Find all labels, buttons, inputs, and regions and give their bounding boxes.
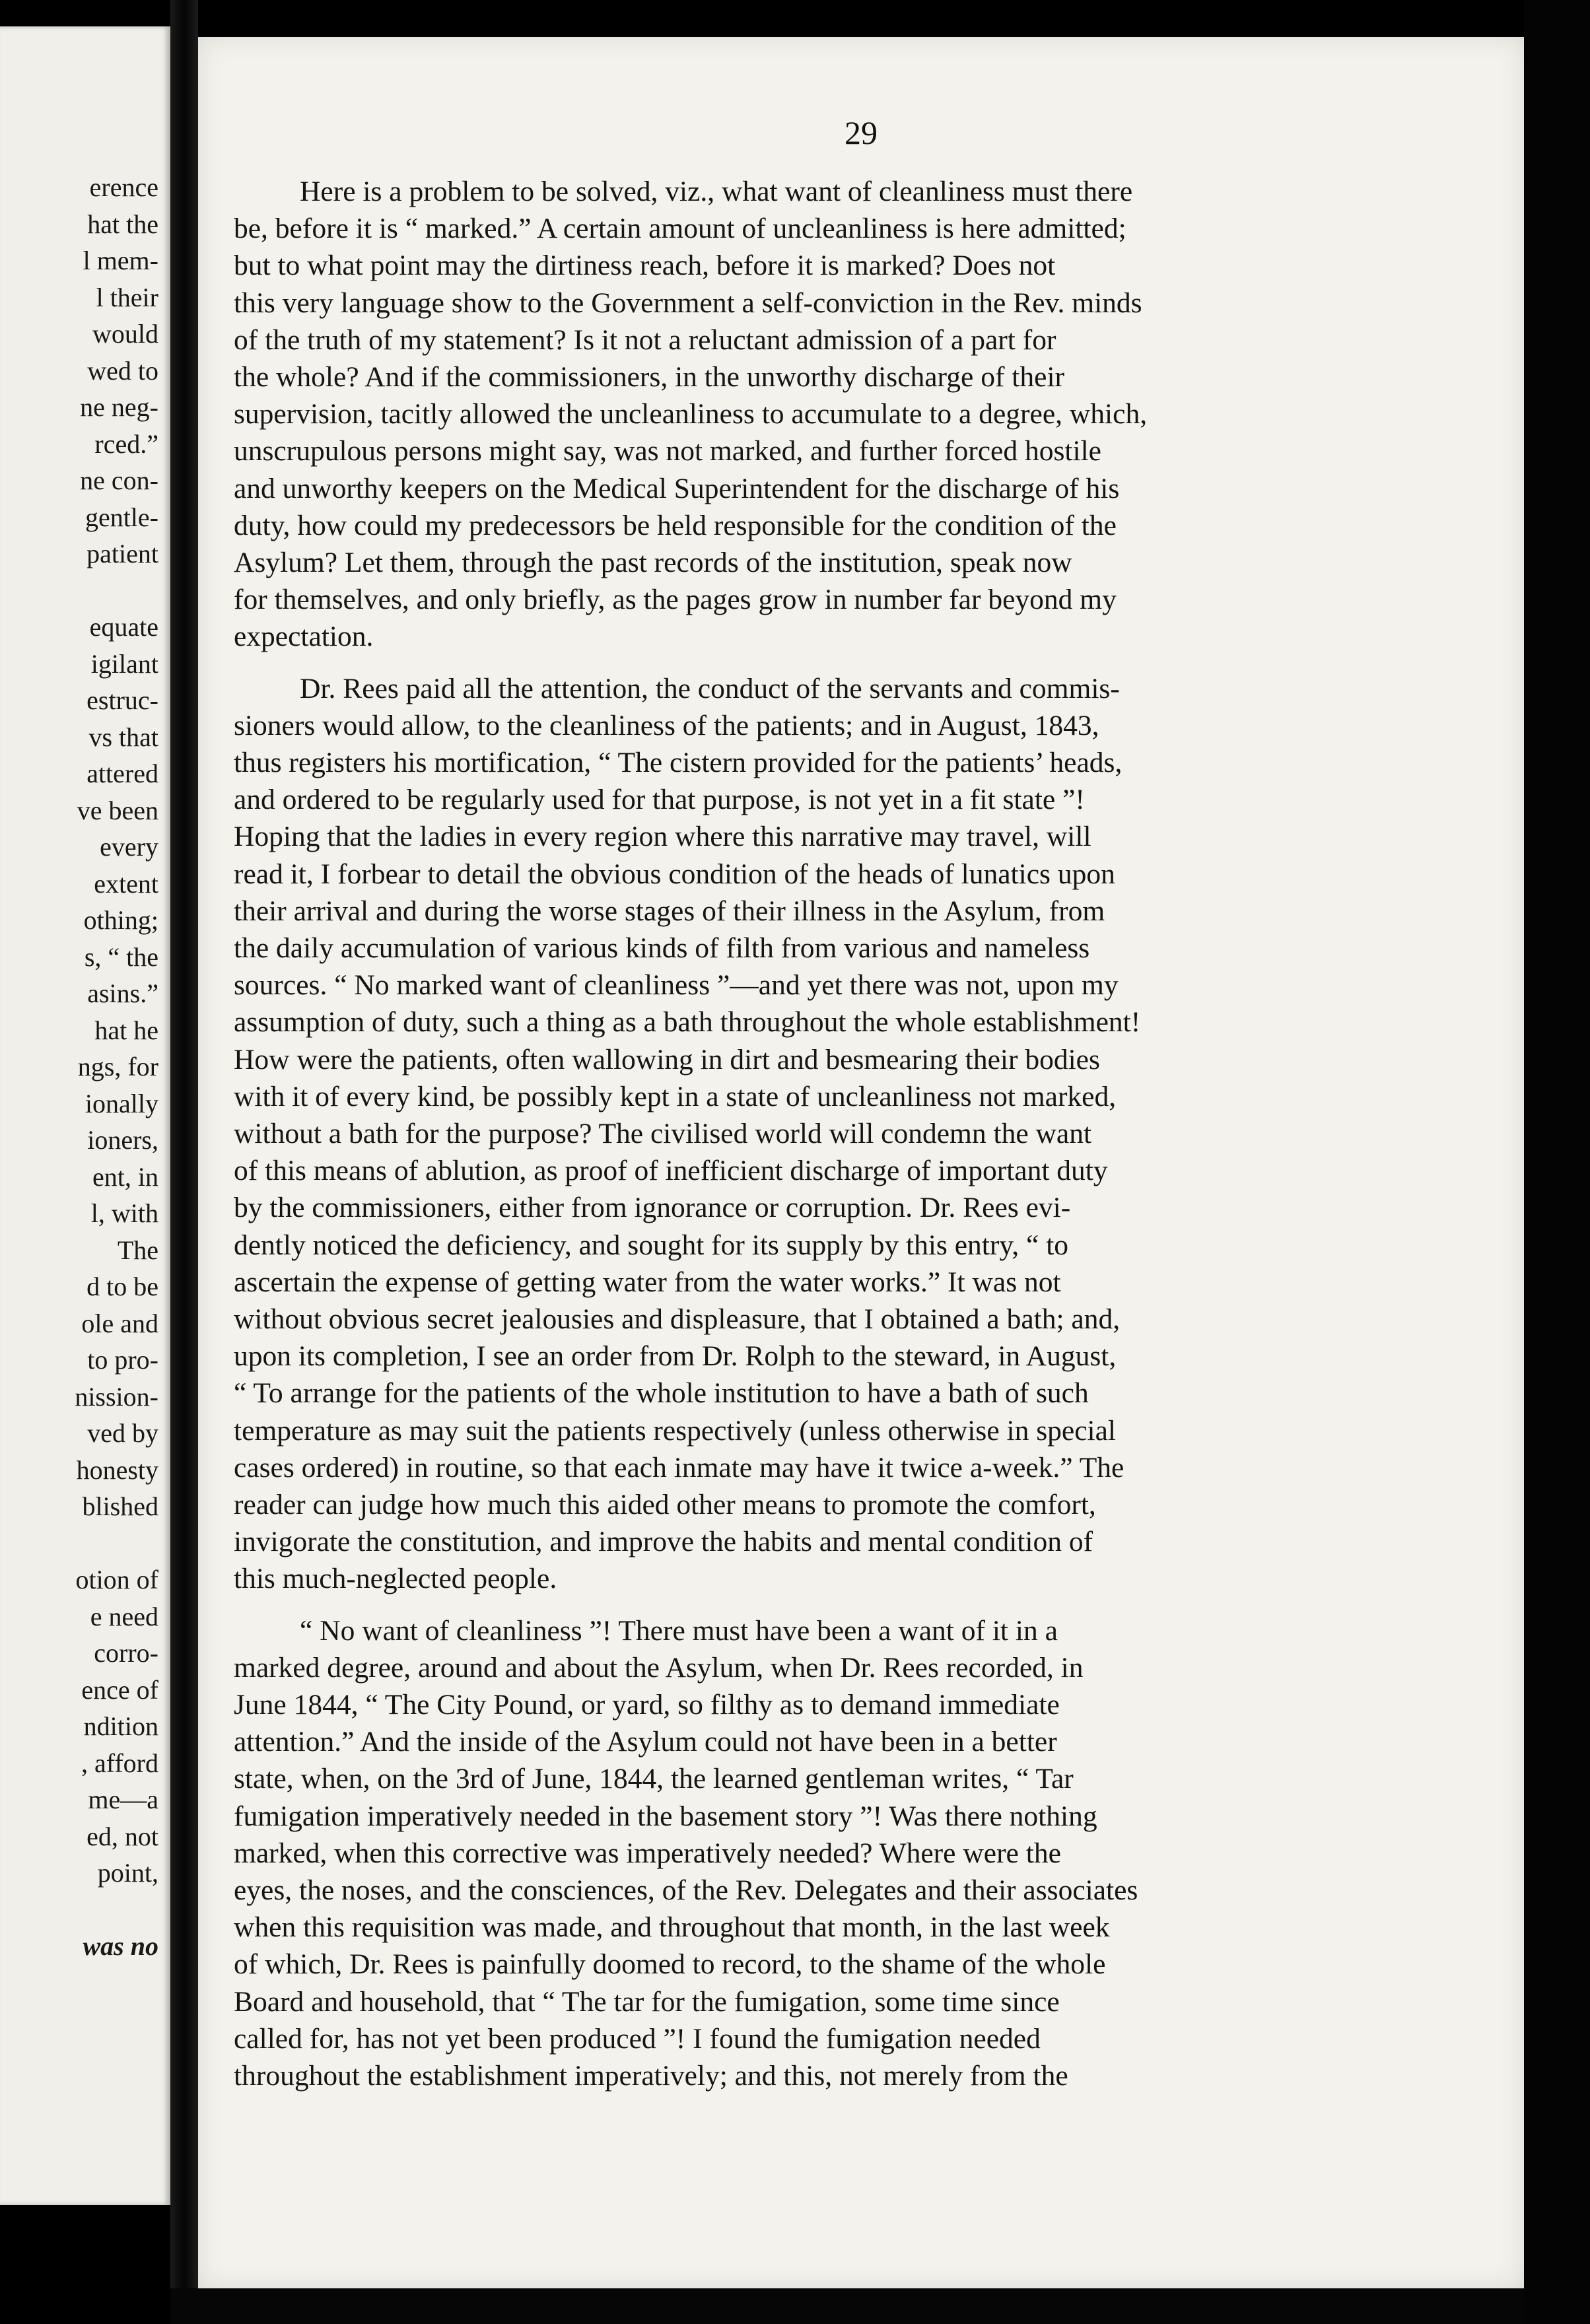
text-line: “ To arrange for the patients of the whole institution to have a bath of such [234, 1377, 1089, 1410]
text-line: Dr. Rees paid all the attention, the conduct of the servants and commis- [300, 672, 1120, 704]
previous-page-line: ence of [81, 1674, 158, 1705]
text-line: eyes, the noses, and the consciences, of the Rev. Delegates and their associates [234, 1874, 1138, 1906]
previous-page-line: hat he [94, 1015, 158, 1045]
text-line: of this means of ablution, as proof of inefficient discharge of important duty [234, 1155, 1108, 1187]
text-line: marked, when this corrective was imperatively needed? Where were the [234, 1837, 1061, 1869]
text-line: Board and household, that “ The tar for the fumigation, some time since [234, 1985, 1060, 2018]
text-line: invigorate the constitution, and improve the habits and mental condition of [234, 1526, 1093, 1558]
text-line: with it of every kind, be possibly kept in a state of uncleanliness not marked, [234, 1080, 1117, 1112]
text-line: and unworthy keepers on the Medical Superintendent for the discharge of his [234, 472, 1120, 504]
text-line: Asylum? Let them, through the past records of the institution, speak now [234, 547, 1072, 578]
previous-page-line: corro- [94, 1638, 158, 1668]
text-line: Hoping that the ladies in every region where this narrative may travel, will [234, 821, 1091, 853]
text-line: their arrival and during the worse stages of their illness in the Asylum, from [234, 895, 1105, 927]
text-line: and ordered to be regularly used for that purpose, is not yet in a fit state ”! [234, 784, 1085, 816]
previous-page-line: l, with [90, 1198, 158, 1228]
previous-page-line: would [92, 319, 158, 349]
text-line: sources. “ No marked want of cleanliness ”—and yet there was not, upon my [234, 969, 1119, 1002]
previous-page-line: ne neg- [80, 392, 158, 422]
previous-page-line: ved by [87, 1418, 158, 1448]
previous-page-line: to pro- [87, 1345, 158, 1375]
text-line: cases ordered) in routine, so that each inmate may have it twice a-week.” The [234, 1451, 1124, 1484]
previous-page-line: l their [96, 282, 158, 312]
text-line: thus registers his mortification, “ The cistern provided for the patients’ heads, [234, 747, 1123, 778]
previous-page-line: honesty [76, 1454, 158, 1485]
text-line: the daily accumulation of various kinds of filth from various and nameless [234, 932, 1090, 964]
text-line: attention.” And the inside of the Asylum could not have been in a better [234, 1726, 1057, 1758]
text-line: called for, has not yet been produced ”! I found the fumigation needed [234, 2022, 1041, 2055]
text-line: state, when, on the 3rd of June, 1844, the learned gentleman writes, “ Tar [234, 1763, 1074, 1795]
previous-page-line: ngs, for [77, 1052, 158, 1081]
right-margin-edge [1524, 0, 1590, 2324]
text-line: for themselves, and only briefly, as the pages grow in number far beyond my [234, 584, 1117, 616]
page-number: 29 [845, 114, 878, 151]
previous-page-line: blished [82, 1491, 158, 1521]
text-line: reader can judge how much this aided other means to promote the comfort, [234, 1489, 1096, 1521]
text-line: fumigation imperatively needed in the basement story ”! Was there nothing [234, 1800, 1097, 1832]
previous-page-line: ve been [77, 795, 158, 825]
text-line: the whole? And if the commissioners, in the unworthy discharge of their [234, 361, 1065, 393]
text-line: temperature as may suit the patients respectively (unless otherwise in special [234, 1414, 1116, 1447]
previous-page-line: igilant [90, 648, 158, 679]
previous-page-line: hat the [87, 209, 158, 239]
text-line: of the truth of my statement? Is it not a reluctant admission of a part for [234, 324, 1056, 356]
text-line: throughout the establishment imperatively; and this, not merely from the [234, 2060, 1068, 2092]
previous-page-line: otion of [75, 1565, 158, 1594]
previous-page-line: ionally [85, 1088, 158, 1118]
text-line: of which, Dr. Rees is painfully doomed to record, to the shame of the whole [234, 1948, 1106, 1981]
text-line: this very language show to the Government a self-conviction in the Rev. minds [234, 287, 1142, 319]
text-line: upon its completion, I see an order from Dr. Rolph to the steward, in August, [234, 1340, 1117, 1373]
previous-page-line: ed, not [86, 1821, 158, 1851]
text-line: expectation. [234, 621, 374, 653]
previous-page-line: nission- [75, 1381, 158, 1412]
text-line: this much-neglected people. [234, 1563, 557, 1595]
text-line: without obvious secret jealousies and displeasure, that I obtained a bath; and, [234, 1303, 1121, 1335]
previous-page-line: d to be [86, 1272, 158, 1301]
text-line: Here is a problem to be solved, viz., what want of cleanliness must there [300, 176, 1133, 207]
previous-page-line: wed to [87, 355, 158, 386]
previous-page-line: gentle- [85, 502, 158, 532]
text-line: but to what point may the dirtiness reach, before it is marked? Does not [234, 250, 1056, 282]
previous-page-line: The [117, 1235, 158, 1265]
previous-page-line: attered [86, 759, 158, 788]
text-line: sioners would allow, to the cleanliness of the patients; and in August, 1843, [234, 709, 1099, 741]
previous-page-line: asins.” [87, 978, 158, 1008]
text-line: without a bath for the purpose? The civilised world will condemn the want [234, 1118, 1092, 1149]
text-line: ascertain the expense of getting water from the water works.” It was not [234, 1266, 1061, 1298]
text-line: How were the patients, often wallowing in dirt and besmearing their bodies [234, 1043, 1100, 1076]
text-line: assumption of duty, such a thing as a bath throughout the whole establishment! [234, 1006, 1141, 1039]
text-line: duty, how could my predecessors be held responsible for the condition of the [234, 509, 1117, 541]
text-line: when this requisition was made, and throughout that month, in the last week [234, 1911, 1110, 1944]
previous-page-line: , afford [81, 1748, 158, 1778]
previous-page-line: erence [89, 172, 158, 202]
previous-page-line: patient [86, 539, 158, 568]
previous-page-edge [0, 26, 170, 2205]
previous-page-line: ioners, [87, 1125, 158, 1155]
previous-page-line: ent, in [92, 1161, 158, 1192]
book-gutter [170, 0, 198, 2324]
previous-page-line: e need [90, 1601, 158, 1631]
previous-page-line: equate [89, 612, 158, 642]
page [198, 37, 1524, 2288]
text-line: unscrupulous persons might say, was not marked, and further forced hostile [234, 435, 1101, 467]
previous-page-line: ne con- [80, 465, 158, 495]
previous-page-line: was no [83, 1931, 158, 1961]
text-line: read it, I forbear to detail the obvious condition of the heads of lunatics upon [234, 858, 1115, 890]
previous-page-line: me—a [88, 1785, 158, 1814]
text-line: marked degree, around and about the Asylum, when Dr. Rees recorded, in [234, 1651, 1084, 1684]
text-line: be, before it is “ marked.” A certain amount of uncleanliness is here admitted; [234, 213, 1126, 245]
text-line: “ No want of cleanliness ”! There must have been a want of it in a [300, 1614, 1058, 1647]
previous-page-line: extent [94, 868, 158, 899]
previous-page-line: l mem- [83, 246, 158, 275]
text-line: June 1844, “ The City Pound, or yard, so filthy as to demand immediate [234, 1689, 1060, 1721]
previous-page-line: s, “ the [84, 941, 158, 972]
bottom-margin-edge [170, 2288, 1524, 2324]
previous-page-line: estruc- [86, 685, 158, 715]
previous-page-line: othing; [83, 905, 158, 935]
previous-page-line: vs that [88, 722, 158, 752]
text-line: supervision, tacitly allowed the uncleanliness to accumulate to a degree, which, [234, 398, 1148, 430]
previous-page-line: point, [97, 1858, 158, 1888]
previous-page-line: ole and [81, 1308, 158, 1338]
text-line: by the commissioners, either from ignorance or corruption. Dr. Rees evi- [234, 1192, 1071, 1224]
previous-page-line: rced.” [94, 428, 158, 459]
previous-page-line: ndition [83, 1711, 158, 1741]
previous-page-line: every [100, 832, 158, 862]
text-line: dently noticed the deficiency, and sought for its supply by this entry, “ to [234, 1229, 1069, 1261]
